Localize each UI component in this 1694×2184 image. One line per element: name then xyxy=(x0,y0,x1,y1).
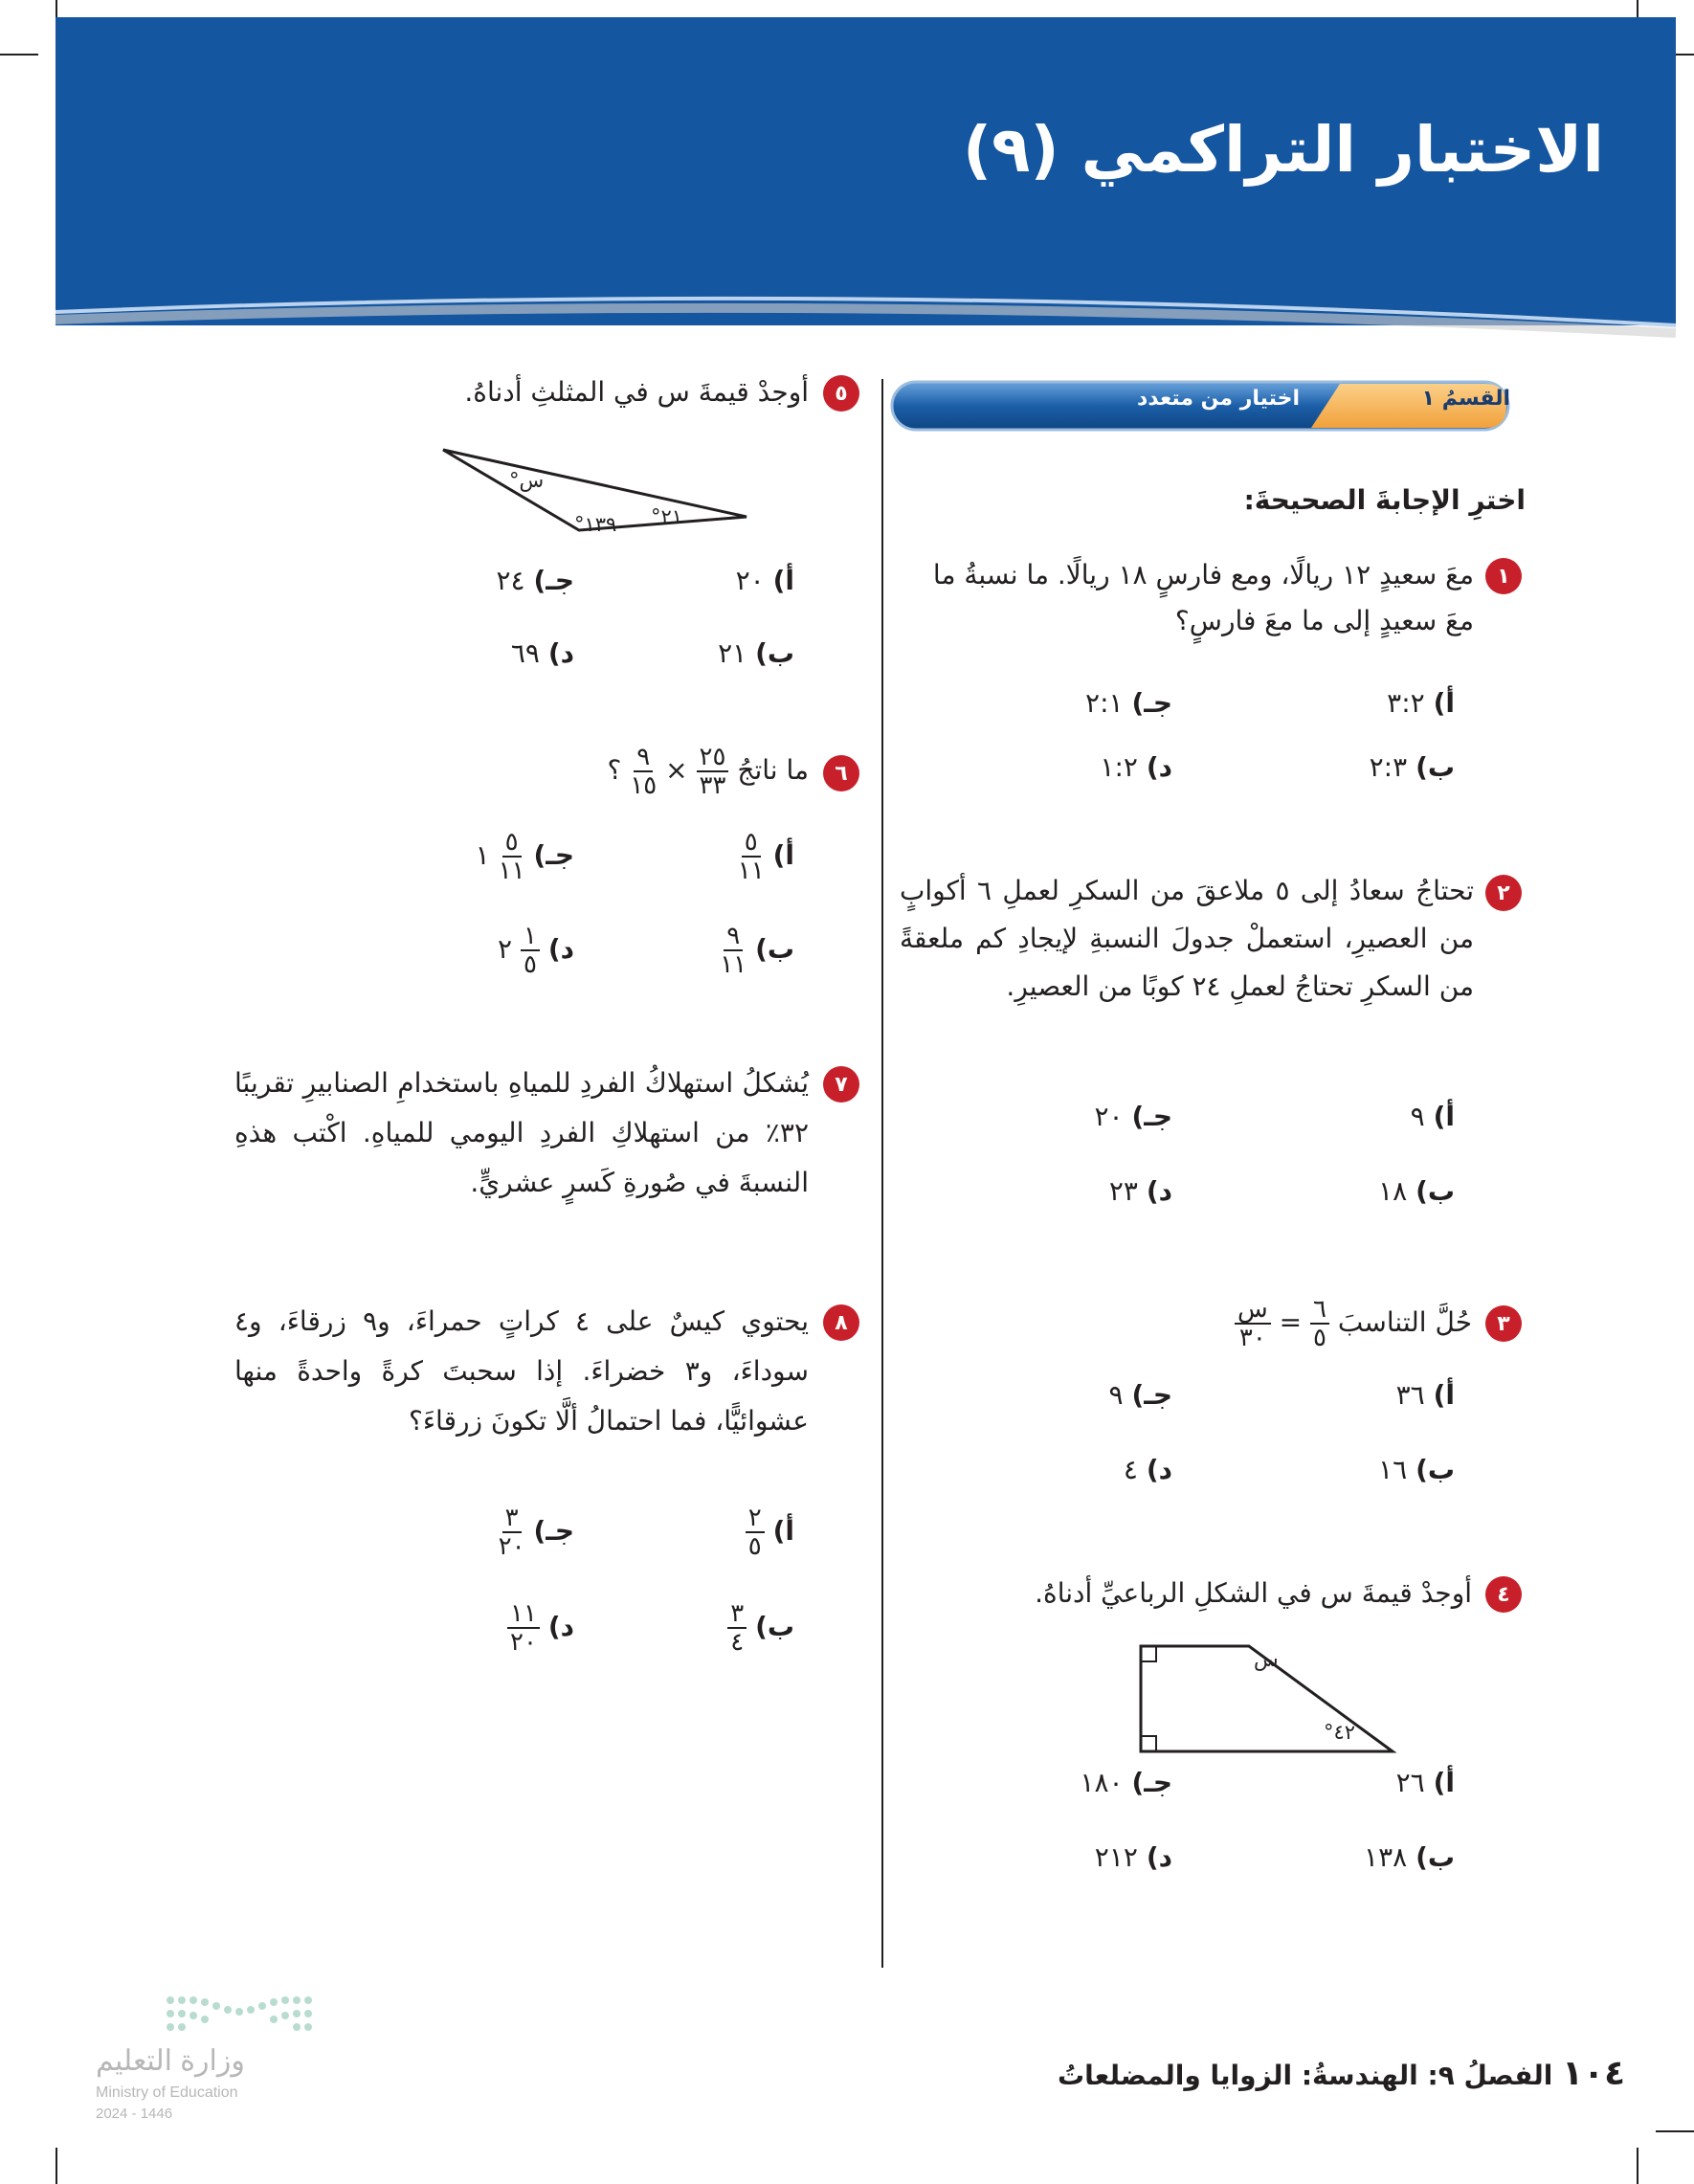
option-a[interactable]: أ) $\frac{٢}{٥}$ xyxy=(746,1504,794,1560)
option-b[interactable]: ب) $\frac{٣}{٤}$ xyxy=(727,1600,794,1656)
option-d[interactable]: د) ١:٢ xyxy=(1100,751,1172,783)
option-c[interactable]: جـ) ١٨٠ xyxy=(1080,1767,1172,1798)
column-divider xyxy=(881,379,883,1968)
figure-angle: ٢١° xyxy=(651,505,683,528)
option-d[interactable]: د) ٢١٢ xyxy=(1094,1841,1172,1873)
figure-label: س xyxy=(1254,1648,1279,1671)
instructions: اخترِ الإجابةَ الصحيحةَ: xyxy=(1243,484,1526,516)
question-text: معَ سعيدٍ إلى ما معَ فارسٍ؟ xyxy=(1174,605,1474,636)
option-b[interactable]: ب) ٢:٣ xyxy=(1369,751,1455,783)
question-number: ٣ xyxy=(1485,1305,1522,1342)
option-a[interactable]: أ) ٢٦ xyxy=(1395,1767,1455,1798)
question-number: ٨ xyxy=(823,1304,859,1341)
question-text: تحتاجُ سعادُ إلى ٥ ملاعقَ من السكرِ لعملِ ٦ أكوابٍ من العصيرِ، استعملْ جدولَ النسبةِ لإيجادِ كم ملعقةً من السكرِ تحتاجُ لعملِ ٢٤ كوبًا من العصيرِ. xyxy=(900,875,1474,1002)
option-a[interactable]: أ) $\frac{٥}{١١}$ xyxy=(737,828,794,885)
option-c[interactable]: جـ) $\frac{٣}{٢٠}$ xyxy=(498,1504,574,1561)
page-number: ١٠٤ xyxy=(1562,2054,1626,2093)
option-d[interactable]: د) $\frac{١١}{٢٠}$ xyxy=(507,1600,574,1656)
option-b[interactable]: ب) $\frac{٩}{١١}$ xyxy=(720,922,794,979)
option-d[interactable]: د) $\frac{١}{٥}$ ٢ xyxy=(498,922,574,979)
page-title: الاختبار التراكمي (٩) xyxy=(962,113,1604,187)
option-c[interactable]: جـ) ٩ xyxy=(1108,1379,1172,1411)
ministry-logo-en: Ministry of Education xyxy=(96,2084,238,2101)
option-c[interactable]: جـ) ٢:١ xyxy=(1085,687,1172,719)
page-footer xyxy=(1058,2054,1625,2093)
ministry-logo-icon xyxy=(163,1991,316,2035)
option-a[interactable]: أ) ٩ xyxy=(1410,1101,1455,1132)
option-d[interactable]: د) ٢٣ xyxy=(1108,1175,1172,1207)
option-c[interactable]: جـ) ٢٤ xyxy=(496,565,574,596)
option-c[interactable]: جـ) ٢٠ xyxy=(1094,1101,1172,1132)
option-d[interactable]: د) ٦٩ xyxy=(510,637,574,669)
chapter-title: الفصلُ ٩: الهندسةُ: الزوايا والمضلعاتُ xyxy=(1058,2060,1553,2091)
section-label: القسمُ ١ xyxy=(1421,387,1510,411)
option-a[interactable]: أ) ٣٦ xyxy=(1395,1379,1455,1411)
header-curve xyxy=(0,287,1694,354)
figure-angle: ٤٢° xyxy=(1324,1721,1356,1744)
option-d[interactable]: د) ٤ xyxy=(1123,1454,1172,1485)
figure-label: س° xyxy=(509,469,545,492)
question-number: ٤ xyxy=(1485,1576,1522,1613)
question-text: أوجدْ قيمةَ س في المثلثِ أدناهُ. xyxy=(464,376,809,408)
option-c[interactable]: جـ) $\frac{٥}{١١}$ ١ xyxy=(475,828,574,885)
question-text: ما ناتجُ $\frac{٢٥}{٣٣}$ × $\frac{٩}{١٥}$ ؟ xyxy=(607,743,809,800)
question-text: أوجدْ قيمةَ س في الشكلِ الرباعيِّ أدناهُ. xyxy=(1035,1577,1472,1609)
figure-angle: ١٣٩° xyxy=(574,513,617,536)
ministry-logo-ar: وزارة التعليم xyxy=(96,2045,245,2077)
option-a[interactable]: أ) ٣:٢ xyxy=(1387,687,1455,719)
question-text: يحتوي كيسٌ على ٤ كراتٍ حمراءَ، و٩ زرقاءَ، و٤ سوداءَ، و٣ خضراءَ. إذا سحبتَ كرةً واحدةً منها عشوائيًّا، فما احتمالُ ألَّا تكونَ زرقاءَ؟ xyxy=(234,1305,809,1437)
ministry-logo-year: 2024 - 1446 xyxy=(96,2106,173,2122)
option-b[interactable]: ب) ٢١ xyxy=(718,637,794,669)
option-b[interactable]: ب) ١٣٨ xyxy=(1364,1841,1455,1873)
question-number: ٧ xyxy=(823,1066,859,1103)
question-number: ٥ xyxy=(823,375,859,412)
question-text: يُشكلُ استهلاكُ الفردِ للمياهِ باستخدامِ الصنابيرِ تقريبًا ٣٢٪ من استهلاكِ الفردِ اليومي للمياهِ. اكْتب هذهِ النسبةَ في صُورةِ كَسرٍ عشريٍّ. xyxy=(234,1067,809,1198)
option-b[interactable]: ب) ١٨ xyxy=(1378,1175,1455,1207)
question-number: ٦ xyxy=(823,755,859,791)
option-a[interactable]: أ) ٢٠ xyxy=(735,565,794,596)
question-number: ٢ xyxy=(1485,875,1522,911)
question-text: معَ سعيدٍ ١٢ ريالًا، ومع فارسٍ ١٨ ريالًا. ما نسبةُ ما xyxy=(932,559,1474,591)
question-number: ١ xyxy=(1485,558,1522,594)
question-text: حُلَّ التناسبَ $\frac{٦}{٥}$ = $\frac{\text{س}}{٣٠}$ xyxy=(1235,1296,1472,1351)
section-name: اختيار من متعدد xyxy=(1136,387,1300,411)
option-b[interactable]: ب) ١٦ xyxy=(1378,1454,1455,1485)
